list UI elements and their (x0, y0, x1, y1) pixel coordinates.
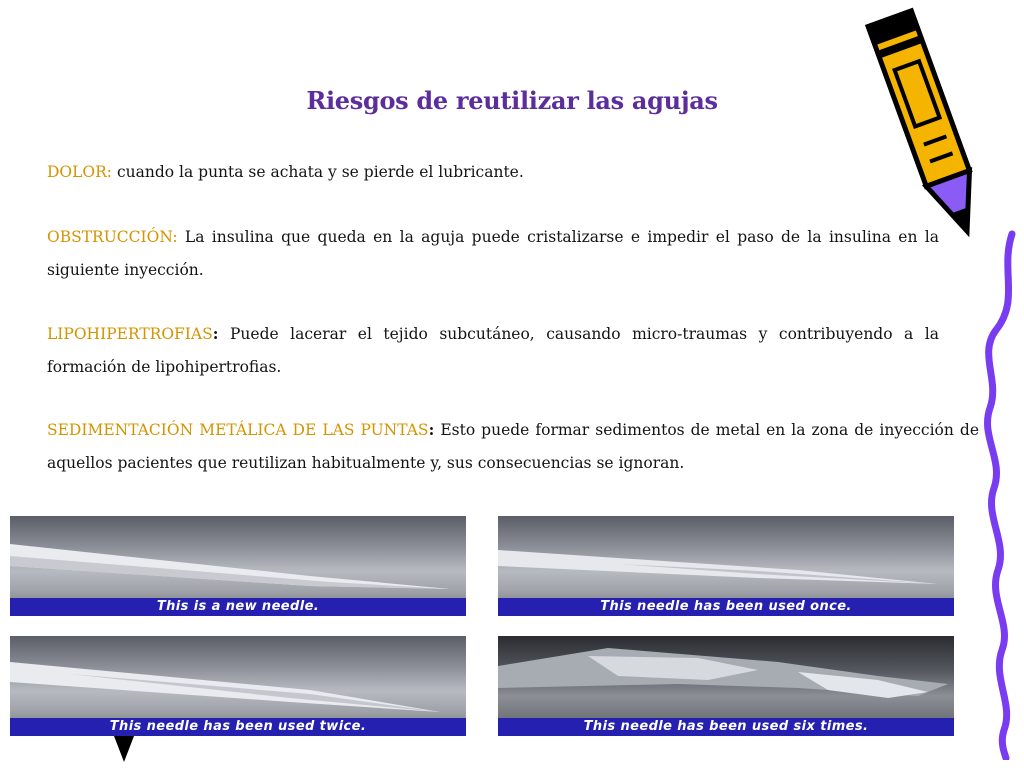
photo-caption: This is a new needle. (10, 598, 466, 616)
section-term: LIPOHIPERTROFIAS (47, 325, 213, 343)
section-term: DOLOR: (47, 163, 113, 181)
photo-caption: This needle has been used twice. (10, 718, 466, 736)
section-sedimentacion (47, 413, 979, 480)
section-separator: : (212, 324, 219, 343)
section-term: SEDIMENTACIÓN METÁLICA DE LAS PUNTAS (47, 421, 429, 439)
section-text: Puede lacerar el tejido subcutáneo, causando micro-traumas y contribuyendo a la formación de lipohipertrofias. (47, 325, 939, 376)
section-term: OBSTRUCCIÓN: (47, 228, 178, 246)
section-text: cuando la punta se achata y se pierde el lubricante. (112, 163, 524, 181)
pencil-tip-icon (112, 734, 136, 764)
section-obstruccion (47, 221, 939, 287)
photo-caption: This needle has been used once. (498, 598, 954, 616)
needle-photo-used-twice (10, 636, 466, 736)
needle-photo-used-once (498, 516, 954, 616)
section-dolor (47, 156, 939, 189)
section-separator: : (428, 420, 435, 439)
pencil-icon (858, 0, 1008, 250)
section-text: Esto puede formar sedimentos de metal en la zona de inyección de aquellos pacientes que reutilizan habitualmente y, sus consecuencias se ignoran. (47, 421, 979, 472)
squiggle-ribbon-icon (960, 230, 1024, 760)
slide-title: Riesgos de reutilizar las agujas (306, 86, 718, 115)
photo-caption: This needle has been used six times. (498, 718, 954, 736)
needle-photo-used-six-times (498, 636, 954, 736)
needle-photo-new (10, 516, 466, 616)
section-text: La insulina que queda en la aguja puede cristalizarse e impedir el paso de la insulina en la siguiente inyección. (47, 228, 939, 279)
section-lipohipertrofias (47, 317, 939, 384)
